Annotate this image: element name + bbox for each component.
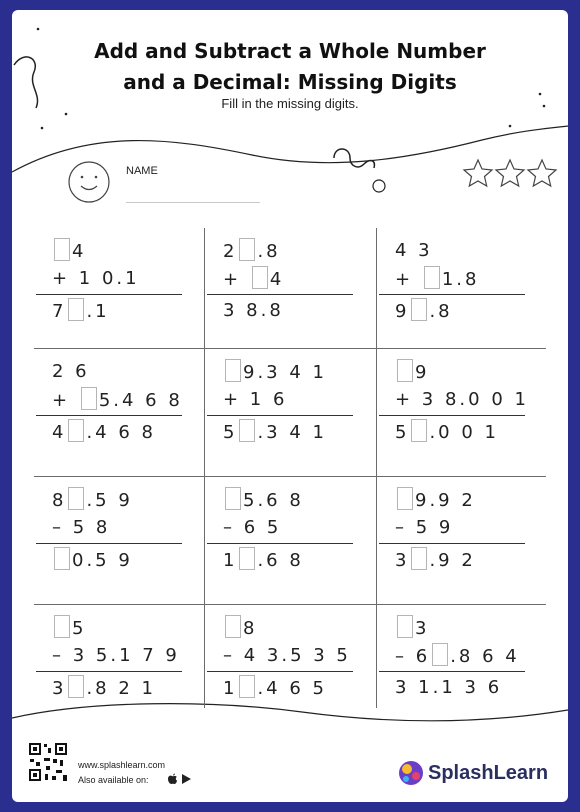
digits: 5.6 8 [243, 490, 304, 511]
answer-line [379, 415, 525, 416]
squiggle-doodle [334, 149, 374, 168]
missing-digit-box[interactable] [239, 547, 255, 570]
answer-line [379, 543, 525, 544]
problem-cell [34, 605, 204, 725]
digits: .4 6 8 [86, 422, 156, 443]
operand-row [52, 515, 110, 541]
store-icons [167, 773, 193, 785]
digits: – 3 5.1 7 9 [52, 645, 180, 666]
answer-row [395, 675, 502, 701]
digits: + [395, 269, 422, 290]
answer-line [207, 671, 353, 672]
top-number [223, 238, 281, 264]
missing-digit-box[interactable] [411, 298, 427, 321]
answer-row [223, 675, 327, 701]
problem-cell [205, 605, 375, 725]
missing-digit-box[interactable] [225, 615, 241, 638]
digits: .8 6 4 [450, 646, 520, 667]
digits: .6 8 [257, 550, 304, 571]
digits: .0 0 1 [429, 422, 499, 443]
digits: 5 [395, 422, 410, 443]
digits: 3 8.8 [223, 300, 284, 321]
missing-digit-box[interactable] [68, 675, 84, 698]
digits: 2 6 [52, 361, 90, 382]
missing-digit-box[interactable] [239, 675, 255, 698]
digits: 5 [72, 618, 87, 639]
website-link[interactable]: www.splashlearn.com [78, 760, 166, 770]
missing-digit-box[interactable] [68, 487, 84, 510]
dot [65, 113, 68, 116]
digits: 3 [52, 678, 67, 699]
answer-row [223, 547, 304, 573]
answer-line [379, 294, 525, 295]
digits: 8 [243, 618, 258, 639]
operand-row [52, 643, 180, 669]
missing-digit-box[interactable] [225, 359, 241, 382]
missing-digit-box[interactable] [81, 387, 97, 410]
operand-row [395, 266, 479, 292]
digits: – 6 5 [223, 517, 282, 538]
top-number [395, 238, 433, 264]
digits: .8 [257, 241, 281, 262]
dot [509, 125, 512, 128]
answer-row [52, 675, 156, 701]
page-title [12, 36, 568, 98]
digits: 2 [223, 241, 238, 262]
operand-row [52, 387, 183, 413]
problem-cell [377, 605, 547, 725]
digits: + [223, 269, 250, 290]
top-number [223, 615, 257, 641]
title-line-1: Add and Subtract a Whole Number [94, 39, 486, 63]
play-store-icon [182, 774, 191, 784]
digits: 3 [395, 550, 410, 571]
digits: .8 [429, 301, 453, 322]
top-number [395, 359, 429, 385]
problem-cell [205, 228, 375, 348]
missing-digit-box[interactable] [68, 419, 84, 442]
digits: – 5 8 [52, 517, 111, 538]
digits: 1 [223, 550, 238, 571]
qr-code [28, 742, 68, 782]
digits: .5 9 [86, 490, 133, 511]
available-on-label: Also available on: [78, 775, 149, 785]
worksheet [12, 10, 568, 802]
star-icon [464, 160, 556, 186]
digits: 3 [415, 618, 430, 639]
digits: .8 2 1 [86, 678, 156, 699]
operand-row [223, 643, 351, 669]
missing-digit-box[interactable] [424, 266, 440, 289]
title-line-2: and a Decimal: Missing Digits [123, 70, 457, 94]
missing-digit-box[interactable] [54, 238, 70, 261]
operand-row [223, 515, 281, 541]
missing-digit-box[interactable] [68, 298, 84, 321]
missing-digit-box[interactable] [239, 238, 255, 261]
digits: 8 [52, 490, 67, 511]
operand-row [223, 387, 287, 413]
digits: 4 3 [395, 240, 433, 261]
digits: 0.5 9 [72, 550, 133, 571]
problem-grid [34, 228, 546, 708]
missing-digit-box[interactable] [54, 615, 70, 638]
problem-cell [377, 349, 547, 469]
top-number [395, 487, 476, 513]
missing-digit-box[interactable] [397, 359, 413, 382]
digits: .9 2 [429, 550, 476, 571]
top-number [52, 359, 90, 385]
missing-digit-box[interactable] [252, 266, 268, 289]
answer-row [395, 419, 499, 445]
top-number [52, 615, 86, 641]
answer-row [52, 547, 133, 573]
digits: – 6 [395, 646, 431, 667]
answer-row [52, 419, 156, 445]
missing-digit-box[interactable] [397, 487, 413, 510]
digits: 4 [52, 422, 67, 443]
answer-row [395, 298, 453, 324]
missing-digit-box[interactable] [239, 419, 255, 442]
digits: 4 [72, 241, 87, 262]
splashlearn-logo-icon [396, 758, 426, 788]
instruction-text: Fill in the missing digits. [221, 96, 359, 111]
answer-row [52, 298, 110, 324]
digits: + 3 8.0 0 1 [395, 389, 529, 410]
operand-row [395, 643, 520, 669]
digits: 5 [223, 422, 238, 443]
digits: 9.9 2 [415, 490, 476, 511]
missing-digit-box[interactable] [397, 615, 413, 638]
problem-cell [34, 477, 204, 597]
digits: .4 6 5 [257, 678, 327, 699]
problem-cell [34, 228, 204, 348]
problem-cell [377, 477, 547, 597]
top-number [223, 487, 304, 513]
top-number [52, 487, 133, 513]
answer-line [36, 543, 182, 544]
answer-line [36, 294, 182, 295]
smiley-face [69, 162, 109, 202]
missing-digit-box[interactable] [54, 547, 70, 570]
digits: – 5 9 [395, 517, 454, 538]
name-line[interactable] [126, 202, 260, 203]
digits: 1 [223, 678, 238, 699]
digits: 1.8 [441, 269, 480, 290]
digits: 4 [269, 269, 285, 290]
answer-row [223, 419, 327, 445]
digits: 3 1.1 3 6 [395, 677, 503, 698]
digits: 9 [395, 301, 410, 322]
digits: 5.4 6 8 [98, 390, 183, 411]
operand-row [395, 515, 453, 541]
problem-cell [377, 228, 547, 348]
apple-icon [168, 774, 177, 785]
answer-row [395, 547, 476, 573]
missing-digit-box[interactable] [432, 643, 448, 666]
answer-line [379, 671, 525, 672]
digits: – 4 3.5 3 5 [223, 645, 351, 666]
digits: .1 [86, 301, 110, 322]
top-number [223, 359, 327, 385]
answer-line [207, 415, 353, 416]
header-wave [12, 126, 568, 172]
dot [41, 127, 44, 130]
missing-digit-box[interactable] [411, 419, 427, 442]
name-label: NAME [126, 165, 158, 177]
digits: + 1 6 [223, 389, 288, 410]
answer-line [207, 543, 353, 544]
answer-line [36, 671, 182, 672]
digits: 9 [415, 362, 430, 383]
digits: .3 4 1 [257, 422, 327, 443]
problem-cell [205, 349, 375, 469]
bubble-doodle [373, 180, 385, 192]
brand-name: SplashLearn [428, 762, 549, 784]
problem-cell [34, 349, 204, 469]
digits: + [52, 390, 79, 411]
answer-line [207, 294, 353, 295]
top-number [395, 615, 429, 641]
answer-line [36, 415, 182, 416]
dot [37, 28, 40, 31]
digits: 9.3 4 1 [243, 362, 327, 383]
digits: 7 [52, 301, 67, 322]
operand-row [395, 387, 529, 413]
top-number [52, 238, 86, 264]
digits: + 1 0.1 [52, 268, 140, 289]
missing-digit-box[interactable] [225, 487, 241, 510]
problem-cell [205, 477, 375, 597]
answer-row [223, 298, 284, 324]
missing-digit-box[interactable] [411, 547, 427, 570]
operand-row [52, 266, 140, 292]
operand-row [223, 266, 284, 292]
